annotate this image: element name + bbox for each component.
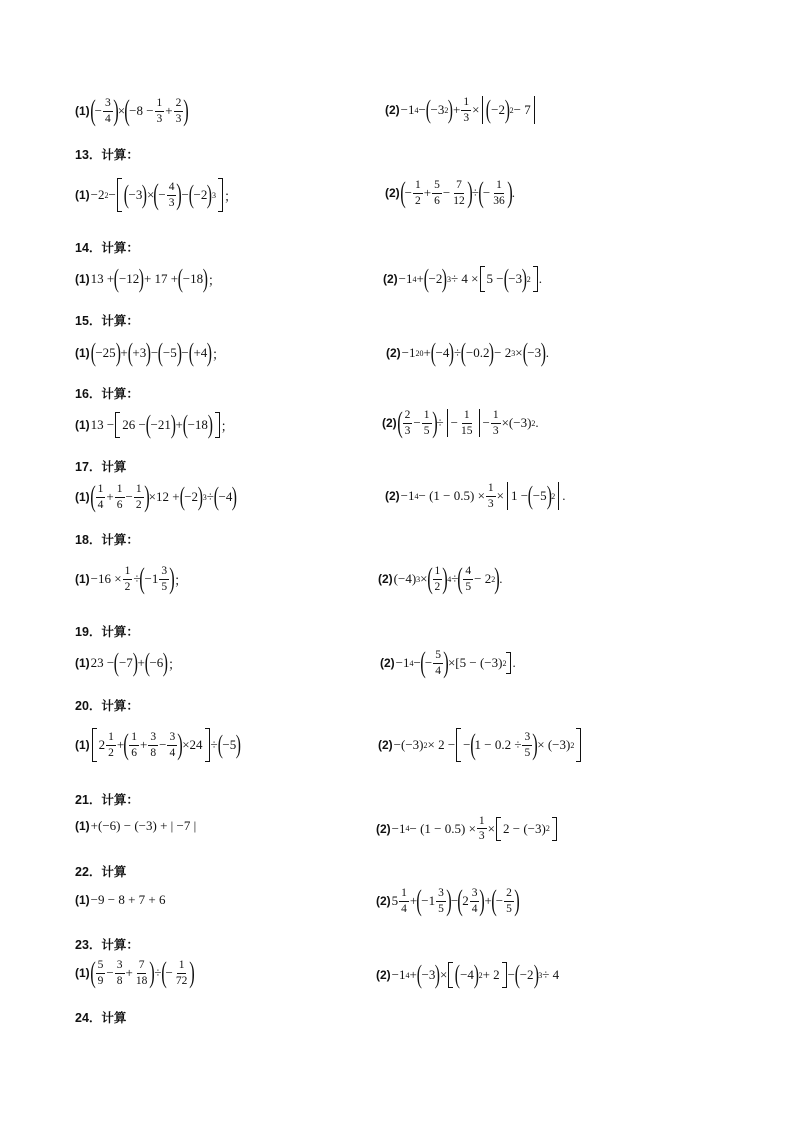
part-label: (1) [75,490,90,504]
problem-16-heading: 16．计算： [75,387,139,401]
problem-18-part-2: (2) (−4) 3 × ( 1 2 ) 4 ÷ ( 4 5 − 2 2 ) . [378,562,503,595]
part-label: (2) [385,489,400,503]
part-label: (2) [382,416,397,430]
problem-21-part-1: (1) +(−6) − (−3) + | −7 | [75,818,197,833]
problem-14-part-1: (1) 13 + ( −12 ) + 17 + ( −18 ) ； [75,264,221,293]
problem-17-part-1: (1) ( 1 4 + 1 6 − 1 2 ) ×12 + ( −2 ) 3 ÷ ( −4 ) [75,480,238,513]
part-label: (1) [75,966,90,980]
problem-21-part-2: (2) −1 4 − (1 − 0.5) × 1 3 × 2 − (−3) 2 [376,815,558,842]
part-label: (1) [75,346,90,360]
part-label: (2) [376,821,391,836]
problem-19-part-1: (1) 23 − ( −7 ) + ( −6 ) ； [75,648,181,677]
problem-19-part-2: (2) −1 4 − ( − 5 4 ) ×[5 − (−3) 2 . [380,646,516,679]
problem-18-part-1: (1) −16 × 1 2 ÷ ( −1 3 5 ) ； [75,562,188,595]
problem-15-part-2: (2) −1 20 + ( −4 ) ÷ ( −0.2 ) − 2 3 × ( −3 ) . [386,338,549,367]
part-label: (2) [378,738,393,752]
problem-20-heading: 20．计算： [75,699,139,713]
part-label: (1) [75,272,90,286]
problem-20-part-1: (1) 2 1 2 + ( 1 6 + 3 8 − 3 4 ) ×24 ÷ ( −5 ) [75,728,242,761]
problem-21-heading: 21．计算： [75,793,139,807]
problem-22-heading: 22．计算 [75,865,127,879]
problem-13-heading: 13．计算： [75,148,139,162]
part-label: (1) [75,418,90,432]
problem-15-heading: 15．计算： [75,314,139,328]
problem-13-part-2: (2) ( − 1 2 + 5 6 − 7 12 ) ÷ ( − 1 36 ) . [385,176,515,209]
problem-15-part-1: (1) ( −25 ) + ( +3 ) − ( −5 ) − ( +4 ) ； [75,338,225,367]
problem-22-part-1: (1) −9 − 8 + 7 + 6 [75,892,166,907]
part-label: (2) [386,346,401,360]
part-label: (1) [75,572,90,586]
problem-14-part-2: (2) −1 4 + ( −2 ) 3 ÷ 4 × 5 − ( −3 ) 2 . [383,264,543,293]
part-label: (1) [75,656,90,670]
problem-20-part-2: (2) −(−3) 2 × 2 − − ( 1 − 0.2 ÷ 3 5 ) × (−3) 2 [378,728,582,762]
problem-18-heading: 18．计算： [75,533,139,547]
problem-17-heading: 17．计算 [75,460,127,474]
part-label: (2) [376,894,391,908]
part-label: (1) [75,819,90,833]
problem-13-part-1: (1) −2 2 − ( −3 ) × ( − 4 3 ) − ( −2 ) 3 ； [75,178,238,211]
problem-23-part-2: (2) −1 4 + ( −3 ) × ( −4 ) 2 + 2 − ( −2 ) 3 ÷ 4 [376,960,560,989]
part-label: (2) [385,186,400,200]
part-label: (1) [75,738,90,752]
problem-22-part-2: (2) 5 1 4 + ( −1 3 5 ) − ( 2 3 4 ) + ( − 2 5 ) [376,884,520,917]
part-label: (2) [378,572,393,586]
part-label: (2) [376,968,391,982]
problem-12-part-1: (1) ( − 3 4 ) × ( −8 − 1 3 + 2 3 ) [75,94,190,127]
problem-16-part-1: (1) 13 − 26 − ( −21 ) + ( −18 ) ； [75,410,234,439]
problem-23-heading: 23．计算： [75,938,139,952]
problem-24-heading: 24．计算 [75,1011,127,1025]
part-label: (2) [383,272,398,286]
part-label: (1) [75,104,90,118]
part-label: (2) [380,656,395,670]
problem-12-part-2: (2) −1 4 − ( −3 2 ) + 1 3 × ( −2 ) 2 − 7 [385,96,538,124]
part-label: (1) [75,188,90,202]
problem-23-part-1: (1) ( 5 9 − 3 8 + 7 18 ) ÷ ( − 1 72 ) [75,956,196,989]
part-label: (1) [75,893,90,907]
problem-14-heading: 14．计算： [75,241,139,255]
problem-16-part-2: (2) ( 2 3 − 1 5 ) ÷ − 1 15 − 1 3 ×(−3) 2 . [382,406,539,439]
problem-17-part-2: (2) −1 4 − (1 − 0.5) × 1 3 × 1 − ( −5 ) 2 . [385,481,566,510]
problem-19-heading: 19．计算： [75,625,139,639]
part-label: (2) [385,103,400,117]
